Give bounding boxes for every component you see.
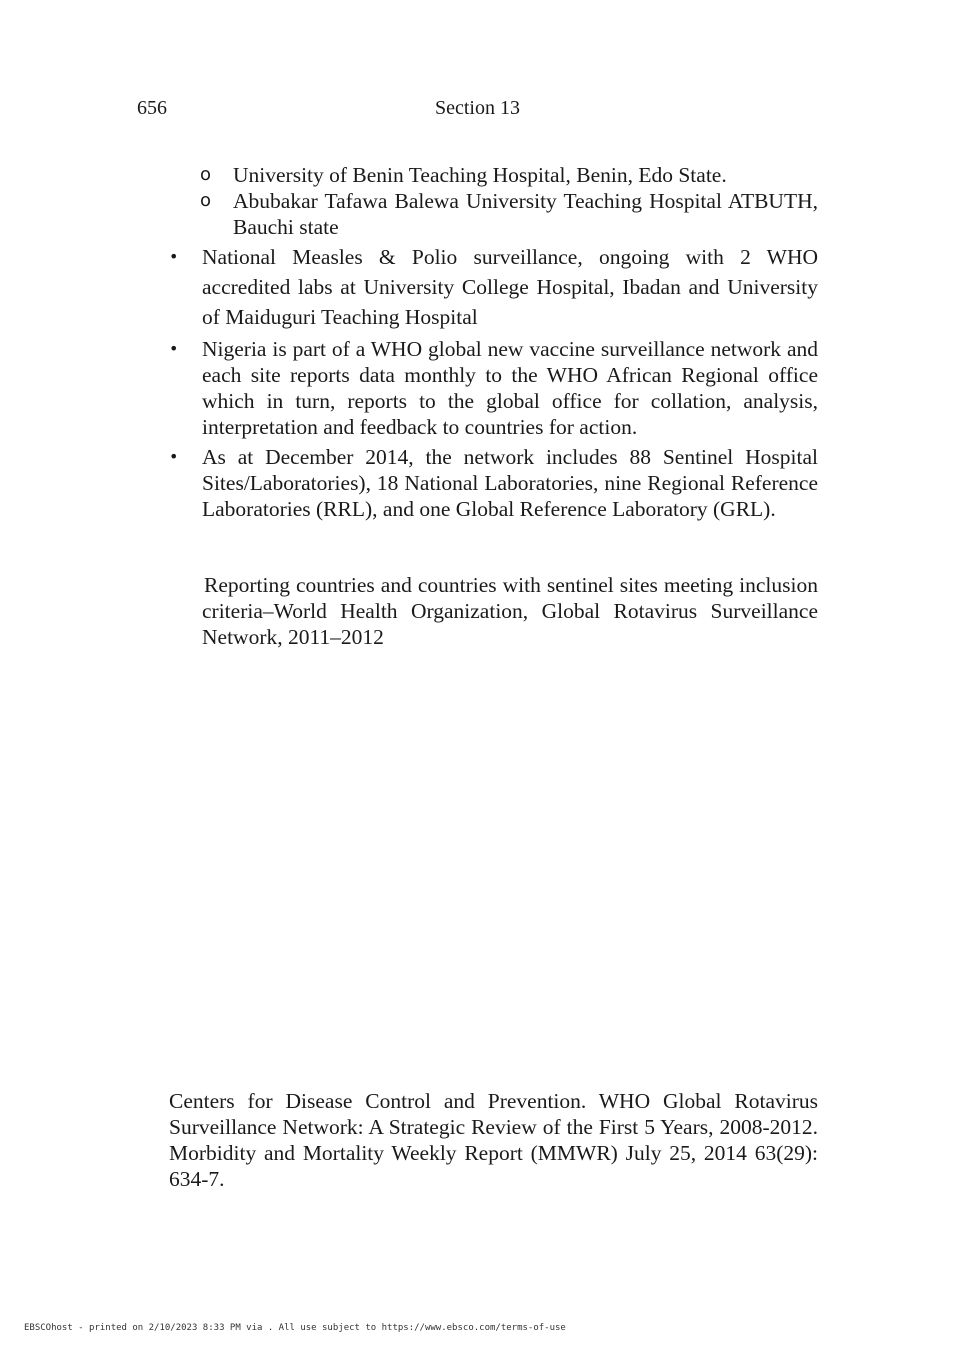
circle-bullet-icon: o [200, 190, 212, 211]
list-item-text: Abubakar Tafawa Balewa University Teaching Hospital ATBUTH, Bauchi state [233, 189, 818, 239]
reference-citation: Centers for Disease Control and Prevention. WHO Global Rotavirus Surveillance Network: A Strategic Review of the First 5 Years, 2008-2012. Morbidity and Mortality Weekly Report (MMWR) July 25, 2014 63(29): 634-7. [169, 1089, 818, 1191]
page-number: 656 [137, 97, 167, 119]
list-item-text: University of Benin Teaching Hospital, Benin, Edo State. [233, 163, 727, 187]
list-item-text: Nigeria is part of a WHO global new vaccine surveillance network and each site reports data monthly to the WHO African Regional office which in turn, reports to the global office for collation, analysis, interpretation and feedback to countries for action. [202, 337, 818, 439]
print-footer: EBSCOhost - printed on 2/10/2023 8:33 PM via . All use subject to https://www.ebsco.com/terms-of-use [24, 1323, 566, 1333]
list-item-text: As at December 2014, the network includes 88 Sentinel Hospital Sites/Laboratories), 18 National Laboratories, nine Regional Reference Laboratories (RRL), and one Global Reference Laboratory (GRL). [202, 445, 818, 521]
list-item [165, 336, 818, 440]
bullet-icon: • [169, 447, 179, 466]
list-item [165, 444, 818, 522]
bullet-icon: • [169, 247, 179, 266]
hospital-sub-list [200, 162, 818, 240]
surveillance-bullet-list [165, 242, 818, 526]
figure-caption: Reporting countries and countries with sentinel sites meeting inclusion criteria–World Health Organization, Global Rotavirus Surveillance Network, 2011–2012 [202, 573, 818, 649]
list-item-text: National Measles & Polio surveillance, ongoing with 2 WHO accredited labs at University College Hospital, Ibadan and University of Maiduguri Teaching Hospital [202, 245, 818, 329]
circle-bullet-icon: o [200, 164, 212, 185]
list-item [200, 162, 818, 188]
list-item [165, 242, 818, 332]
bullet-icon: • [169, 339, 179, 358]
running-head: Section 13 [435, 97, 520, 119]
list-item [200, 188, 818, 240]
